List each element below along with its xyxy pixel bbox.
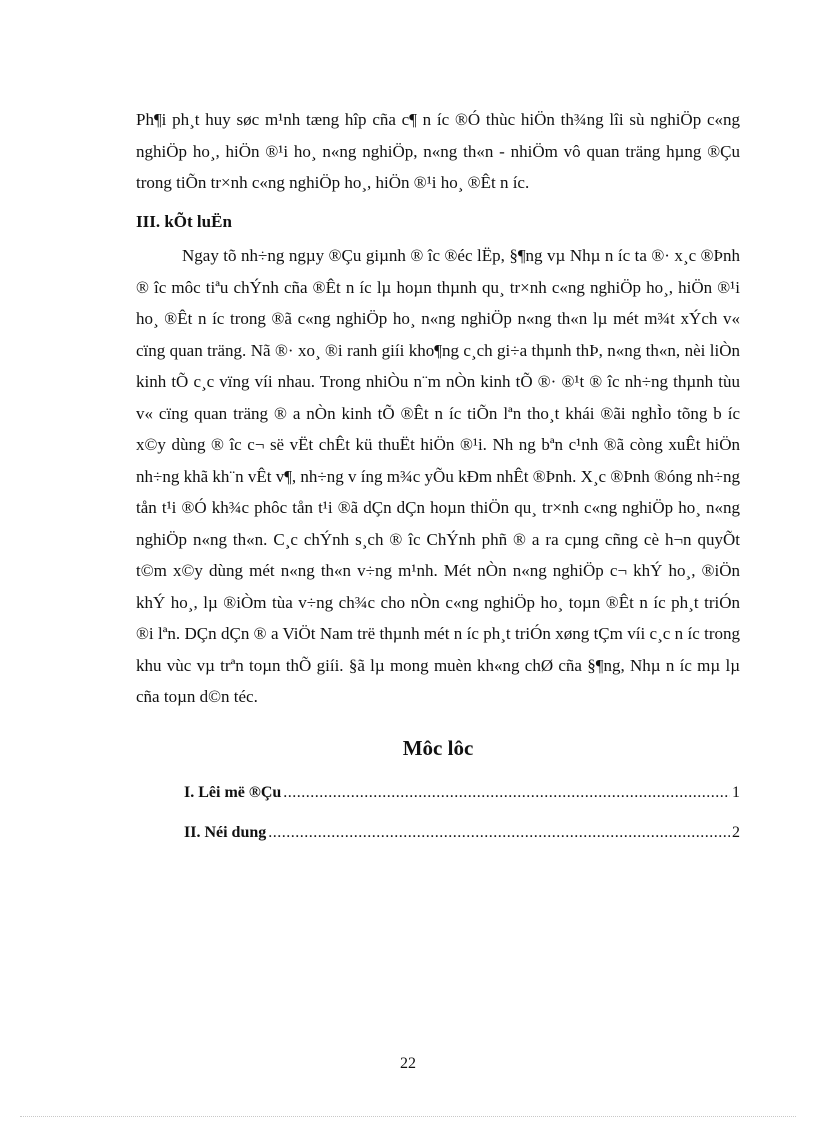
page-number: 22 <box>400 1055 416 1072</box>
toc-entry-label: I. Lêi më ®Çu <box>184 783 282 801</box>
toc-entry <box>184 773 740 813</box>
toc-leader-dots <box>283 783 730 803</box>
conclusion-paragraph: Ngay tõ nh÷ng ngµy ®Çu giµnh ® îc ®éc lËp, §¶ng vµ Nhµ n íc ta ®· x¸c ®Þnh ® îc môc tiªu chÝnh cña ®Êt n íc lµ hoµn thµnh qu¸ tr×nh c«ng nghiÖp ho¸, hiÖn ®¹i ho¸ ®Êt n íc trong ®ã c«ng nghiÖp ho¸ n«ng nghiÖp n«ng th«n lµ mét m¾t xÝch v« cïng quan träng. Nã ®· xo¸ ®i ranh giíi kho¶ng c¸ch gi÷a thµnh thÞ, n«ng th«n, nèi liÒn kinh tÕ c¸c vïng víi nhau. Trong nhiÒu n¨m nÒn kinh tÕ ®· ®¹t ® îc nh÷ng thµnh tùu v« cïng quan träng ® a nÒn kinh tÕ ®Êt n íc tiÕn lªn tho¸t khái ®ãi nghÌo tõng b íc x©y dùng ® îc c¬ së vËt chÊt kü thuËt hiÖn ®¹i. Nh ng bªn c¹nh ®ã còng xuÊt hiÖn nh÷ng khã kh¨n vÊt v¶, nh÷ng v íng m¾c yÕu kÐm nhÊt ®Þnh. X¸c ®Þnh ®óng nh÷ng tån t¹i ®Ó kh¾c phôc tån t¹i ®ã dÇn dÇn hoµn thiÖn qu¸ tr×nh c«ng nghiÖp ho¸ n«ng nghiÖp n«ng th«n. C¸c chÝnh s¸ch ® îc ChÝnh phñ ® a ra cµng cñng cè h¬n quyÕt t©m x©y dùng mét n«ng th«n v÷ng m¹nh. Mét nÒn n«ng nghiÖp c¬ khÝ ho¸, ®iÖn khÝ ho¸, lµ ®iÒm tùa v÷ng ch¾c cho nÒn c«ng nghiÖp ho¸ toµn ®Êt n íc ph¸t triÓn ®i lªn. DÇn dÇn ® a ViÖt Nam trë thµnh mét n íc ph¸t triÓn xøng tÇm víi c¸c n íc trong khu vùc vµ trªn toµn thÕ giíi. §ã lµ mong muèn kh«ng chØ cña §¶ng, Nhµ n íc mµ lµ cña toµn d©n téc. <box>136 246 740 706</box>
page-content <box>136 104 740 853</box>
toc-entry-page: 1 <box>732 783 740 801</box>
intro-paragraph: Ph¶i ph¸t huy søc m¹nh tæng hîp cña c¶ n íc ®Ó thùc hiÖn th¾ng lîi sù nghiÖp c«ng nghiÖp ho¸, hiÖn ®¹i ho¸ n«ng nghiÖp, n«ng th«n - nhiÖm vô quan träng hµng ®Çu trong tiÕn tr×nh c«ng nghiÖp ho¸, hiÖn ®¹i ho¸ ®Êt n íc. <box>136 110 740 192</box>
page-bottom-divider <box>20 1116 796 1117</box>
toc-entry-label: II. Néi dung <box>184 823 267 841</box>
toc-entry-page: 2 <box>732 823 740 841</box>
section-heading: III. kÕt luËn <box>136 211 232 231</box>
toc-title: Môc lôc <box>402 735 474 760</box>
toc-leader-dots <box>268 823 730 843</box>
toc-entry <box>184 813 740 853</box>
table-of-contents <box>184 773 740 853</box>
